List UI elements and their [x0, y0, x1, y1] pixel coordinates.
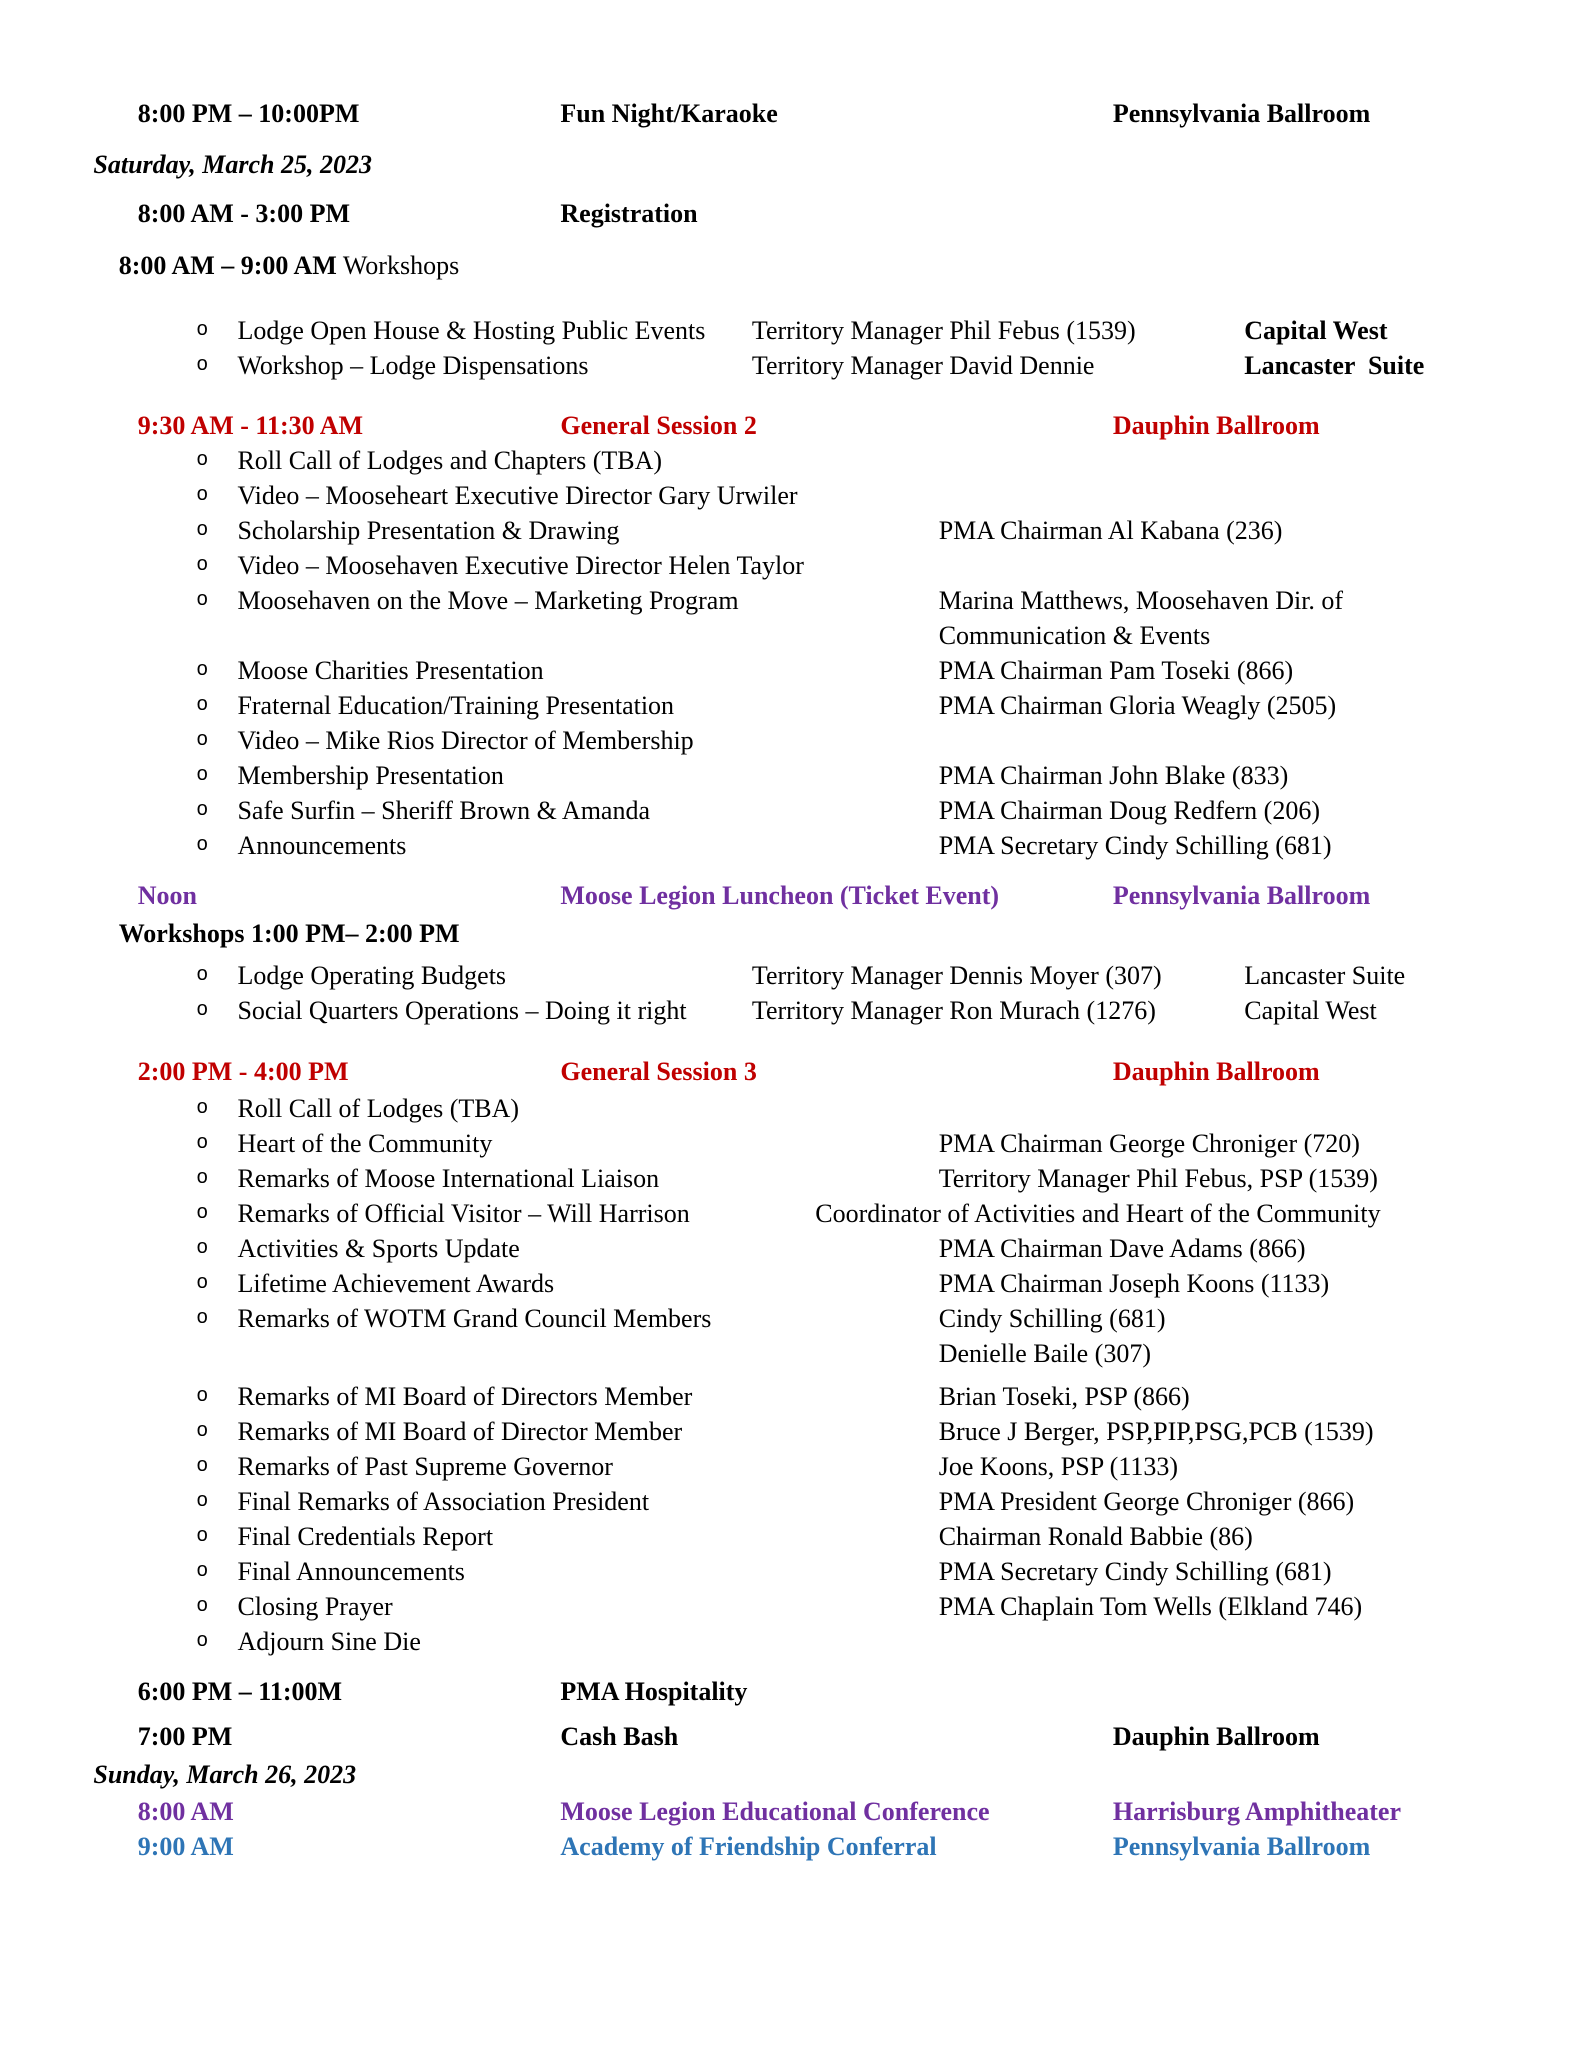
bullet-marker: o: [196, 799, 209, 822]
bullet-label: Final Credentials Report: [237, 1522, 494, 1551]
event-room: Harrisburg Amphitheater: [1112, 1797, 1401, 1826]
bullet-list: [0, 313, 1583, 383]
bullet-list: [0, 958, 1583, 1028]
heading-text: [119, 916, 460, 951]
event-title: Fun Night/Karaoke: [560, 99, 778, 128]
bullet-presenter: PMA Chairman Joseph Koons (1133): [938, 1269, 1330, 1298]
bullet-presenter: Cindy Schilling (681): [938, 1304, 1166, 1333]
bullet-marker: o: [196, 1420, 209, 1443]
bullet-list: [0, 443, 1583, 863]
bullet-presenter: Territory Manager Ron Murach (1276): [751, 996, 1156, 1025]
bullet-item: [0, 1589, 1583, 1624]
bullet-label: Remarks of Official Visitor – Will Harrison: [237, 1199, 690, 1228]
bullet-item: [0, 548, 1583, 583]
bullet-item: [0, 653, 1583, 688]
bullet-room: Lancaster Suite: [1244, 351, 1425, 380]
bullet-room: Capital West: [1244, 316, 1388, 345]
bullet-marker: o: [196, 589, 209, 612]
bullet-label: Final Remarks of Association President: [237, 1487, 650, 1516]
bullet-item: [0, 1091, 1583, 1126]
event-title: Cash Bash: [560, 1722, 679, 1751]
event-time: 7:00 PM: [137, 1722, 233, 1751]
bullet-label: Lodge Operating Budgets: [237, 961, 507, 990]
heading-regular-text: Workshops: [336, 251, 460, 280]
event-time: Noon: [137, 881, 197, 910]
bullet-label: Video – Moosehaven Executive Director Helen Taylor: [237, 551, 804, 580]
bullet-item: [0, 1379, 1583, 1414]
bullet-presenter: Denielle Baile (307): [938, 1339, 1151, 1368]
bullet-label: Final Announcements: [237, 1557, 465, 1586]
bullet-item: [0, 1196, 1583, 1231]
bullet-item: [0, 1624, 1583, 1659]
bullet-marker: o: [196, 519, 209, 542]
bullet-label: Closing Prayer: [237, 1592, 393, 1621]
heading-text: [119, 248, 459, 283]
bullet-marker: o: [196, 834, 209, 857]
bullet-presenter: PMA Secretary Cindy Schilling (681): [938, 831, 1332, 860]
bullet-marker: o: [196, 999, 209, 1022]
bullet-presenter: Chairman Ronald Babbie (86): [938, 1522, 1253, 1551]
event-title: General Session 3: [560, 1057, 757, 1086]
bullet-label: Safe Surfin – Sheriff Brown & Amanda: [237, 796, 651, 825]
bullet-presenter: Communication & Events: [938, 621, 1211, 650]
bullet-presenter: PMA Chairman Pam Toseki (866): [938, 656, 1294, 685]
bullet-presenter: PMA Chairman Al Kabana (236): [938, 516, 1283, 545]
section-heading: [0, 916, 1583, 951]
bullet-marker: o: [196, 1490, 209, 1513]
bullet-label: Roll Call of Lodges (TBA): [237, 1094, 520, 1123]
bullet-marker: o: [196, 1560, 209, 1583]
bullet-marker: o: [196, 1455, 209, 1478]
event-row: [0, 196, 1583, 231]
bullet-item: [0, 478, 1583, 513]
bullet-presenter: Marina Matthews, Moosehaven Dir. of: [938, 586, 1344, 615]
bullet-marker: o: [196, 694, 209, 717]
bullet-presenter: PMA Chairman George Chroniger (720): [938, 1129, 1360, 1158]
event-room: Pennsylvania Ballroom: [1112, 99, 1371, 128]
bullet-label: Remarks of MI Board of Director Member: [237, 1417, 683, 1446]
event-room: Dauphin Ballroom: [1112, 1057, 1320, 1086]
event-title: Academy of Friendship Conferral: [560, 1832, 937, 1861]
date-text: Saturday, March 25, 2023: [93, 150, 372, 179]
bullet-label: Workshop – Lodge Dispensations: [237, 351, 589, 380]
bullet-marker: o: [196, 964, 209, 987]
bullet-label: Moosehaven on the Move – Marketing Program: [237, 586, 739, 615]
bullet-marker: o: [196, 764, 209, 787]
bullet-marker: o: [196, 449, 209, 472]
bullet-item: [0, 1301, 1583, 1336]
event-row: [0, 408, 1583, 443]
bullet-marker: o: [196, 1595, 209, 1618]
bullet-presenter: Territory Manager Phil Febus (1539): [751, 316, 1136, 345]
event-time: 6:00 PM – 11:00M: [137, 1677, 343, 1706]
event-time: 9:00 AM: [137, 1832, 234, 1861]
bullet-marker: o: [196, 659, 209, 682]
event-time: 8:00 AM - 3:00 PM: [137, 199, 350, 228]
bullet-item: [0, 1449, 1583, 1484]
event-room: Pennsylvania Ballroom: [1112, 1832, 1371, 1861]
bullet-label: Membership Presentation: [237, 761, 504, 790]
bullet-presenter: Bruce J Berger, PSP,PIP,PSG,PCB (1539): [938, 1417, 1374, 1446]
bullet-label: Lifetime Achievement Awards: [237, 1269, 555, 1298]
date-text: Sunday, March 26, 2023: [93, 1760, 357, 1789]
bullet-item: [0, 993, 1583, 1028]
date-heading: [0, 147, 1583, 182]
bullet-marker: o: [196, 319, 209, 342]
event-title: Registration: [560, 199, 698, 228]
heading-bold-text: 8:00 AM – 9:00 AM: [118, 251, 337, 280]
bullet-presenter: Territory Manager Dennis Moyer (307): [751, 961, 1162, 990]
bullet-marker: o: [196, 1237, 209, 1260]
bullet-label: Scholarship Presentation & Drawing: [237, 516, 620, 545]
bullet-marker: o: [196, 1167, 209, 1190]
bullet-room: Capital West: [1244, 996, 1377, 1025]
bullet-label: Moose Charities Presentation: [237, 656, 544, 685]
bullet-presenter: PMA President George Chroniger (866): [938, 1487, 1355, 1516]
bullet-item: [0, 513, 1583, 548]
event-row: [0, 1674, 1583, 1709]
bullet-label: Remarks of WOTM Grand Council Members: [237, 1304, 712, 1333]
bullet-label: Video – Mooseheart Executive Director Gary Urwiler: [237, 481, 798, 510]
event-row: [0, 1829, 1583, 1864]
event-row: [0, 1054, 1583, 1089]
bullet-item: [0, 758, 1583, 793]
event-room: Pennsylvania Ballroom: [1112, 881, 1371, 910]
heading-bold-text: Workshops 1:00 PM– 2:00 PM: [118, 919, 460, 948]
bullet-marker: o: [196, 1307, 209, 1330]
event-time: 2:00 PM - 4:00 PM: [137, 1057, 349, 1086]
bullet-item: [0, 1484, 1583, 1519]
bullet-item: [0, 1231, 1583, 1266]
bullet-label: Lodge Open House & Hosting Public Events: [237, 316, 706, 345]
bullet-marker: o: [196, 354, 209, 377]
event-time: 8:00 PM – 10:00PM: [137, 99, 360, 128]
event-time: 8:00 AM: [137, 1797, 234, 1826]
bullet-item: [0, 443, 1583, 478]
bullet-marker: o: [196, 1097, 209, 1120]
bullet-marker: o: [196, 1272, 209, 1295]
bullet-presenter: Brian Toseki, PSP (866): [938, 1382, 1190, 1411]
event-title: Moose Legion Educational Conference: [560, 1797, 990, 1826]
bullet-presenter: Territory Manager Phil Febus, PSP (1539): [938, 1164, 1378, 1193]
bullet-item: [0, 1414, 1583, 1449]
event-row: [0, 1719, 1583, 1754]
bullet-item: [0, 688, 1583, 723]
bullet-marker: o: [196, 1202, 209, 1225]
bullet-item: [0, 1266, 1583, 1301]
bullet-item: [0, 1161, 1583, 1196]
section-heading: [0, 248, 1583, 283]
bullet-presenter: PMA Chairman Gloria Weagly (2505): [938, 691, 1337, 720]
bullet-item: [0, 348, 1583, 383]
event-title: Moose Legion Luncheon (Ticket Event): [560, 881, 1000, 910]
bullet-marker: o: [196, 1132, 209, 1155]
bullet-item: [0, 723, 1583, 758]
event-row: [0, 878, 1583, 913]
bullet-item: [0, 313, 1583, 348]
bullet-item: [0, 1554, 1583, 1589]
bullet-marker: o: [196, 484, 209, 507]
bullet-item: [0, 958, 1583, 993]
bullet-label: Remarks of Past Supreme Governor: [237, 1452, 613, 1481]
bullet-marker: o: [196, 729, 209, 752]
bullet-presenter: PMA Secretary Cindy Schilling (681): [938, 1557, 1332, 1586]
bullet-marker: o: [196, 1630, 209, 1653]
bullet-label: Activities & Sports Update: [237, 1234, 520, 1263]
event-room: Dauphin Ballroom: [1112, 411, 1320, 440]
bullet-label: Remarks of MI Board of Directors Member: [237, 1382, 693, 1411]
event-row: [0, 1794, 1583, 1829]
bullet-label: Adjourn Sine Die: [237, 1627, 421, 1656]
bullet-presenter: Coordinator of Activities and Heart of the Community: [815, 1199, 1381, 1228]
bullet-room: Lancaster Suite: [1244, 961, 1406, 990]
bullet-label: Remarks of Moose International Liaison: [237, 1164, 660, 1193]
bullet-presenter: Joe Koons, PSP (1133): [938, 1452, 1179, 1481]
bullet-marker: o: [196, 1385, 209, 1408]
bullet-item: [0, 1519, 1583, 1554]
event-time: 9:30 AM - 11:30 AM: [137, 411, 364, 440]
bullet-item-continuation: [0, 618, 1583, 653]
bullet-label: Fraternal Education/Training Presentation: [237, 691, 675, 720]
bullet-label: Roll Call of Lodges and Chapters (TBA): [237, 446, 663, 475]
bullet-item: [0, 583, 1583, 618]
bullet-list: [0, 1091, 1583, 1659]
event-room: Dauphin Ballroom: [1112, 1722, 1320, 1751]
bullet-item: [0, 828, 1583, 863]
bullet-marker: o: [196, 554, 209, 577]
bullet-presenter: PMA Chairman John Blake (833): [938, 761, 1289, 790]
date-heading: [0, 1757, 1583, 1792]
bullet-presenter: Territory Manager David Dennie: [751, 351, 1095, 380]
bullet-presenter: PMA Chairman Doug Redfern (206): [938, 796, 1320, 825]
bullet-item: [0, 1126, 1583, 1161]
bullet-presenter: PMA Chaplain Tom Wells (Elkland 746): [938, 1592, 1363, 1621]
bullet-item-continuation: [0, 1336, 1583, 1371]
bullet-label: Announcements: [237, 831, 407, 860]
event-title: General Session 2: [560, 411, 757, 440]
bullet-presenter: PMA Chairman Dave Adams (866): [938, 1234, 1306, 1263]
bullet-item: [0, 793, 1583, 828]
bullet-label: Heart of the Community: [237, 1129, 493, 1158]
bullet-label: Social Quarters Operations – Doing it right: [237, 996, 687, 1025]
bullet-marker: o: [196, 1525, 209, 1548]
event-title: PMA Hospitality: [560, 1677, 748, 1706]
event-row: [0, 96, 1583, 131]
bullet-label: Video – Mike Rios Director of Membership: [237, 726, 694, 755]
